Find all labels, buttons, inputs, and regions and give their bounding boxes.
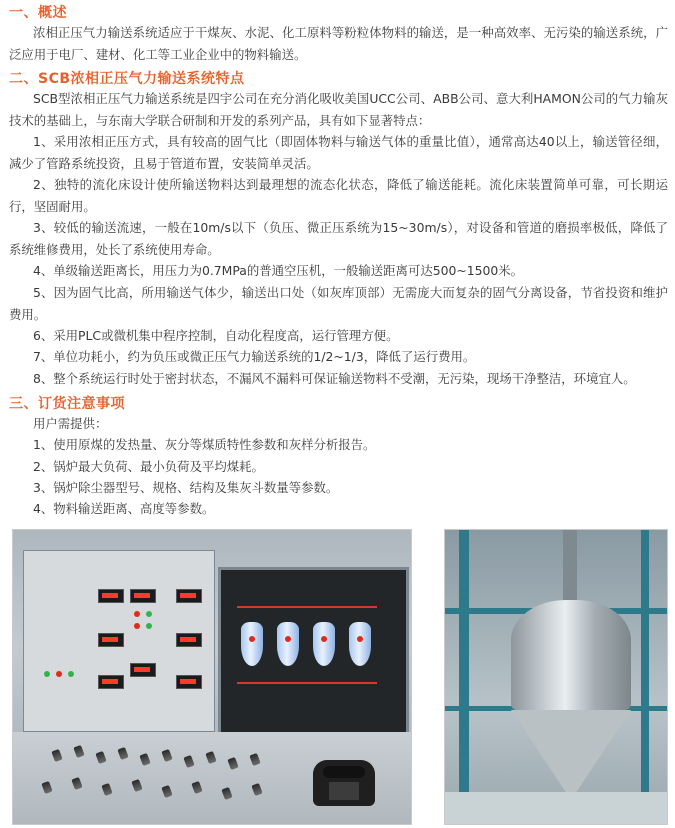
feature-item-8: 8、整个系统运行时处于密封状态，不漏风不漏料可保证输送物料不受潮，无污染，现场干净整洁，环境宜人。 (33, 371, 636, 386)
switch-knob (117, 747, 128, 760)
indicator-lamp (146, 623, 152, 629)
switch-knob (183, 755, 194, 768)
section-heading-features: 二、SCB浓相正压气力输送系统特点 (9, 71, 245, 87)
feature-item-5: 5、因为固气比高，所用输送气体少，输送出口处（如灰库顶部）无需庞大而复杂的固气分离设备，节省投资和维护费用。 (9, 285, 668, 322)
digital-meter (176, 589, 202, 603)
digital-meter (130, 663, 156, 677)
mimic-pipe (237, 606, 377, 608)
switch-knob (71, 777, 82, 790)
steel-column (641, 530, 649, 824)
switch-knob (131, 779, 142, 792)
indicator-lamp (44, 671, 50, 677)
telephone-icon (313, 760, 375, 806)
mimic-vessel (313, 622, 335, 666)
switch-knob (139, 753, 150, 766)
features-intro-paragraph: SCB型浓相正压气力输送系统是四宇公司在充分消化吸收美国UCC公司、ABB公司、意大利HAMON公司的气力输灰技术的基础上，与东南大学联合研制和开发的系列产品，具有如下显著特点： (9, 91, 668, 128)
indicator-lamp (134, 623, 140, 629)
feature-item-1: 1、采用浓相正压方式，具有较高的固气比（即固体物料与输送气体的重量比值），通常高达40以上，输送管径细，减少了管路系统投资，且易于管道布置，安装简单灵活。 (9, 134, 668, 171)
digital-meter (176, 675, 202, 689)
ordering-item-3: 3、锅炉除尘器型号、规格、结构及集灰斗数量等参数。 (33, 480, 339, 495)
mimic-vessel (241, 622, 263, 666)
switch-knob (73, 745, 84, 758)
switch-knob (41, 781, 52, 794)
digital-meter (98, 633, 124, 647)
feature-item-3: 3、较低的输送流速，一般在10m/s以下（负压、微正压系统为15~30m/s），对设备和管道的磨损率极低，降低了系统维修费用，处长了系统使用寿命。 (9, 220, 668, 257)
switch-knob (249, 753, 260, 766)
ordering-item-4: 4、物料输送距离、高度等参数。 (33, 501, 215, 516)
feature-item-7: 7、单位功耗小，约为负压或微正压气力输送系统的1/2~1/3，降低了运行费用。 (33, 349, 476, 364)
switch-knob (101, 783, 112, 796)
digital-meter (98, 589, 124, 603)
switch-knob (205, 751, 216, 764)
control-panel-photo (12, 529, 412, 825)
mimic-vessel (277, 622, 299, 666)
switch-knob (191, 781, 202, 794)
indicator-lamp (56, 671, 62, 677)
switch-knob (251, 783, 262, 796)
indicator-lamp (134, 611, 140, 617)
switch-knob (227, 757, 238, 770)
ordering-intro: 用户需提供： (33, 416, 108, 431)
mimic-vessel (349, 622, 371, 666)
digital-meter (98, 675, 124, 689)
switch-knob (161, 749, 172, 762)
mimic-pipe (237, 682, 377, 684)
pressure-vessel (511, 600, 631, 710)
overview-paragraph: 浓相正压气力输送系统适应于干煤灰、水泥、化工原料等粉粒体物料的输送，是一种高效率、无污染的输送系统，广泛应用于电厂、建材、化工等工业企业中的物料输送。 (9, 25, 668, 62)
ordering-item-1: 1、使用原煤的发热量、灰分等煤质特性参数和灰样分析报告。 (33, 437, 376, 452)
instrument-rack (23, 550, 215, 732)
feature-item-4: 4、单级输送距离长，用压力为0.7MPa的普通空压机，一般输送距离可达500~1500米。 (33, 263, 524, 278)
feature-item-6: 6、采用PLC或微机集中程序控制，自动化程度高，运行管理方便。 (33, 328, 399, 343)
section-heading-ordering: 三、订货注意事项 (9, 396, 125, 412)
switch-knob (95, 751, 106, 764)
floor (445, 792, 667, 824)
inlet-pipe (563, 530, 577, 602)
switch-knob (161, 785, 172, 798)
switch-knob (51, 749, 62, 762)
vessel-cone (511, 710, 631, 800)
indicator-lamp (146, 611, 152, 617)
mimic-display (218, 567, 409, 735)
steel-column (459, 530, 469, 824)
digital-meter (130, 589, 156, 603)
switch-knob (221, 787, 232, 800)
digital-meter (176, 633, 202, 647)
feature-item-2: 2、独特的流化床设计使所输送物料达到最理想的流态化状态，降低了输送能耗。流化床装置简单可靠，可长期运行，坚固耐用。 (9, 177, 668, 214)
conveyor-vessel-photo (444, 529, 668, 825)
section-heading-overview: 一、概述 (9, 5, 67, 21)
indicator-lamp (68, 671, 74, 677)
ordering-item-2: 2、锅炉最大负荷、最小负荷及平均煤耗。 (33, 459, 264, 474)
